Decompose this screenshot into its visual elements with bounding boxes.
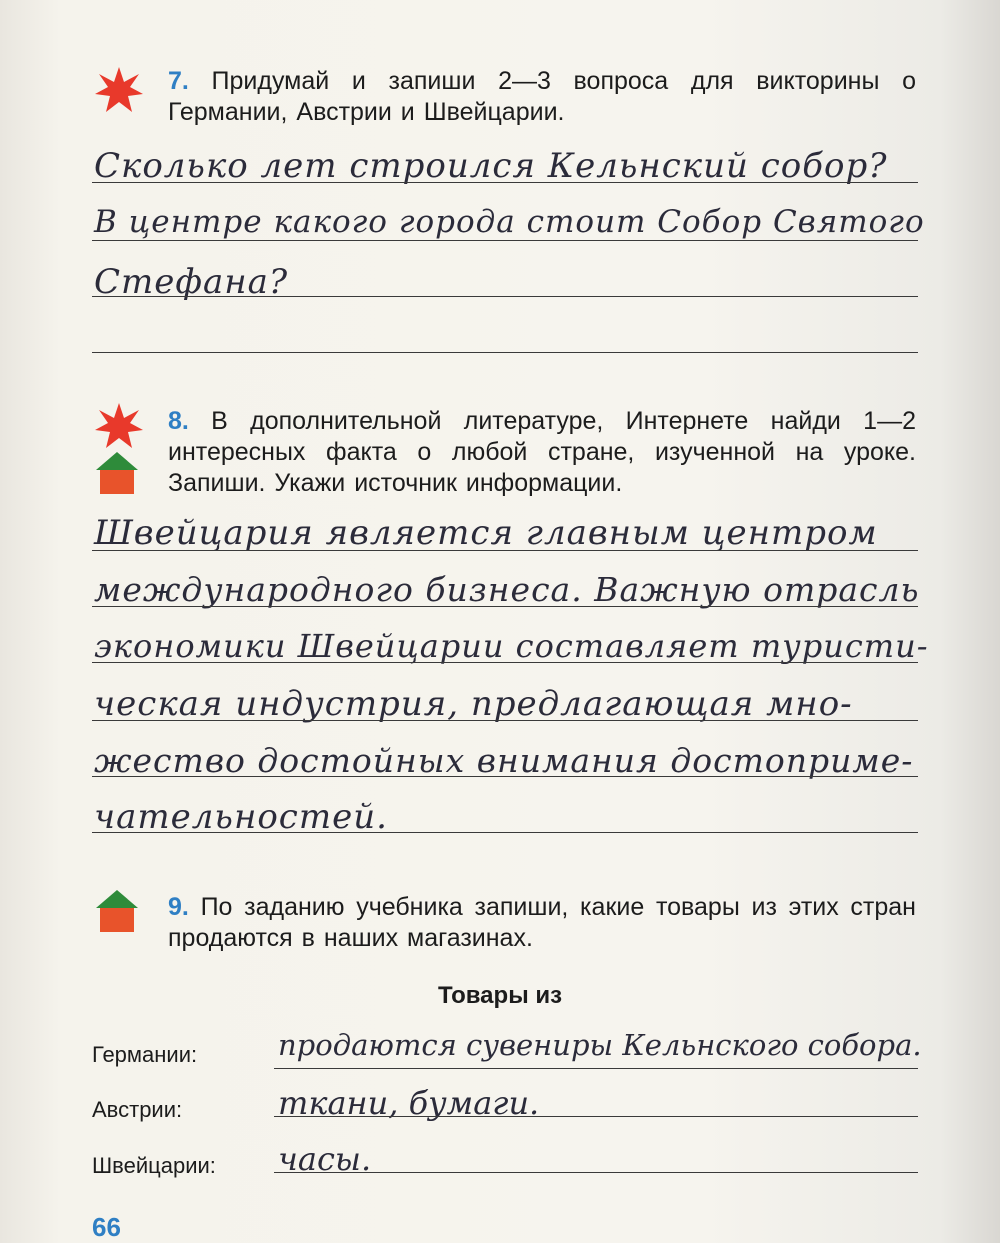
answer-line <box>92 832 918 833</box>
answer-line <box>274 1172 918 1173</box>
answer-line <box>92 606 918 607</box>
answer-line <box>274 1068 918 1069</box>
task-7-number: 7. <box>168 67 189 95</box>
country-label-germany: Германии: <box>92 1042 198 1067</box>
austria-answer: ткани, бумаги. <box>278 1084 540 1122</box>
answer-line <box>92 182 918 183</box>
task-8-answer-line-5: жество достойных внимания достоприме- <box>94 741 914 780</box>
task-8-number: 8. <box>168 407 189 435</box>
goods-table-title: Товары из <box>437 982 563 1009</box>
task-9-instruction: По заданию учебника запиши, какие товары из этих стран продаются в наших магазинах. <box>168 893 916 952</box>
task-7-answer-line-1: Сколько лет строился Кельнский собор? <box>94 146 888 186</box>
answer-line <box>92 296 918 297</box>
country-label-switzerland: Швейцарии: <box>92 1153 216 1178</box>
task-8-answer-line-2: международного бизнеса. Важную отрасль <box>94 570 920 609</box>
star-icon <box>94 66 144 116</box>
switzerland-answer: часы. <box>278 1140 372 1178</box>
task-7-text <box>168 66 916 128</box>
task-8-answer-line-6: чательностей. <box>94 797 388 837</box>
task-9-number: 9. <box>168 893 189 921</box>
star-icon <box>94 402 144 452</box>
country-label-austria: Австрии: <box>92 1097 183 1122</box>
germany-answer: продаются сувениры Кельнского собора. <box>278 1028 922 1062</box>
page-number: 66 <box>92 1212 121 1242</box>
task-8-answer-line-3: экономики Швейцарии составляет туристи- <box>94 627 929 665</box>
task-7-answer-line-3: Стефана? <box>94 262 289 302</box>
answer-line <box>92 776 918 777</box>
task-8-text <box>168 406 916 499</box>
answer-line <box>92 720 918 721</box>
house-icon <box>96 890 138 932</box>
answer-line <box>274 1116 918 1117</box>
task-8-instruction: В дополнительной литературе, Интернете найди 1—2 интересных факта о любой стране, изученной на уроке. Запиши. Укажи источник информации. <box>168 407 916 497</box>
task-9-text <box>168 892 916 954</box>
answer-line <box>92 240 918 241</box>
task-8-answer-line-1: Швейцария является главным центром <box>94 513 878 553</box>
task-7-instruction: Придумай и запиши 2—3 вопроса для викторины о Германии, Австрии и Швейцарии. <box>168 67 916 126</box>
answer-line <box>92 550 918 551</box>
answer-line <box>92 352 918 353</box>
answer-line <box>92 662 918 663</box>
task-7-answer-line-2: В центре какого города стоит Собор Святого <box>94 204 925 240</box>
house-icon <box>96 452 138 494</box>
task-8-answer-line-4: ческая индустрия, предлагающая мно- <box>94 684 853 724</box>
